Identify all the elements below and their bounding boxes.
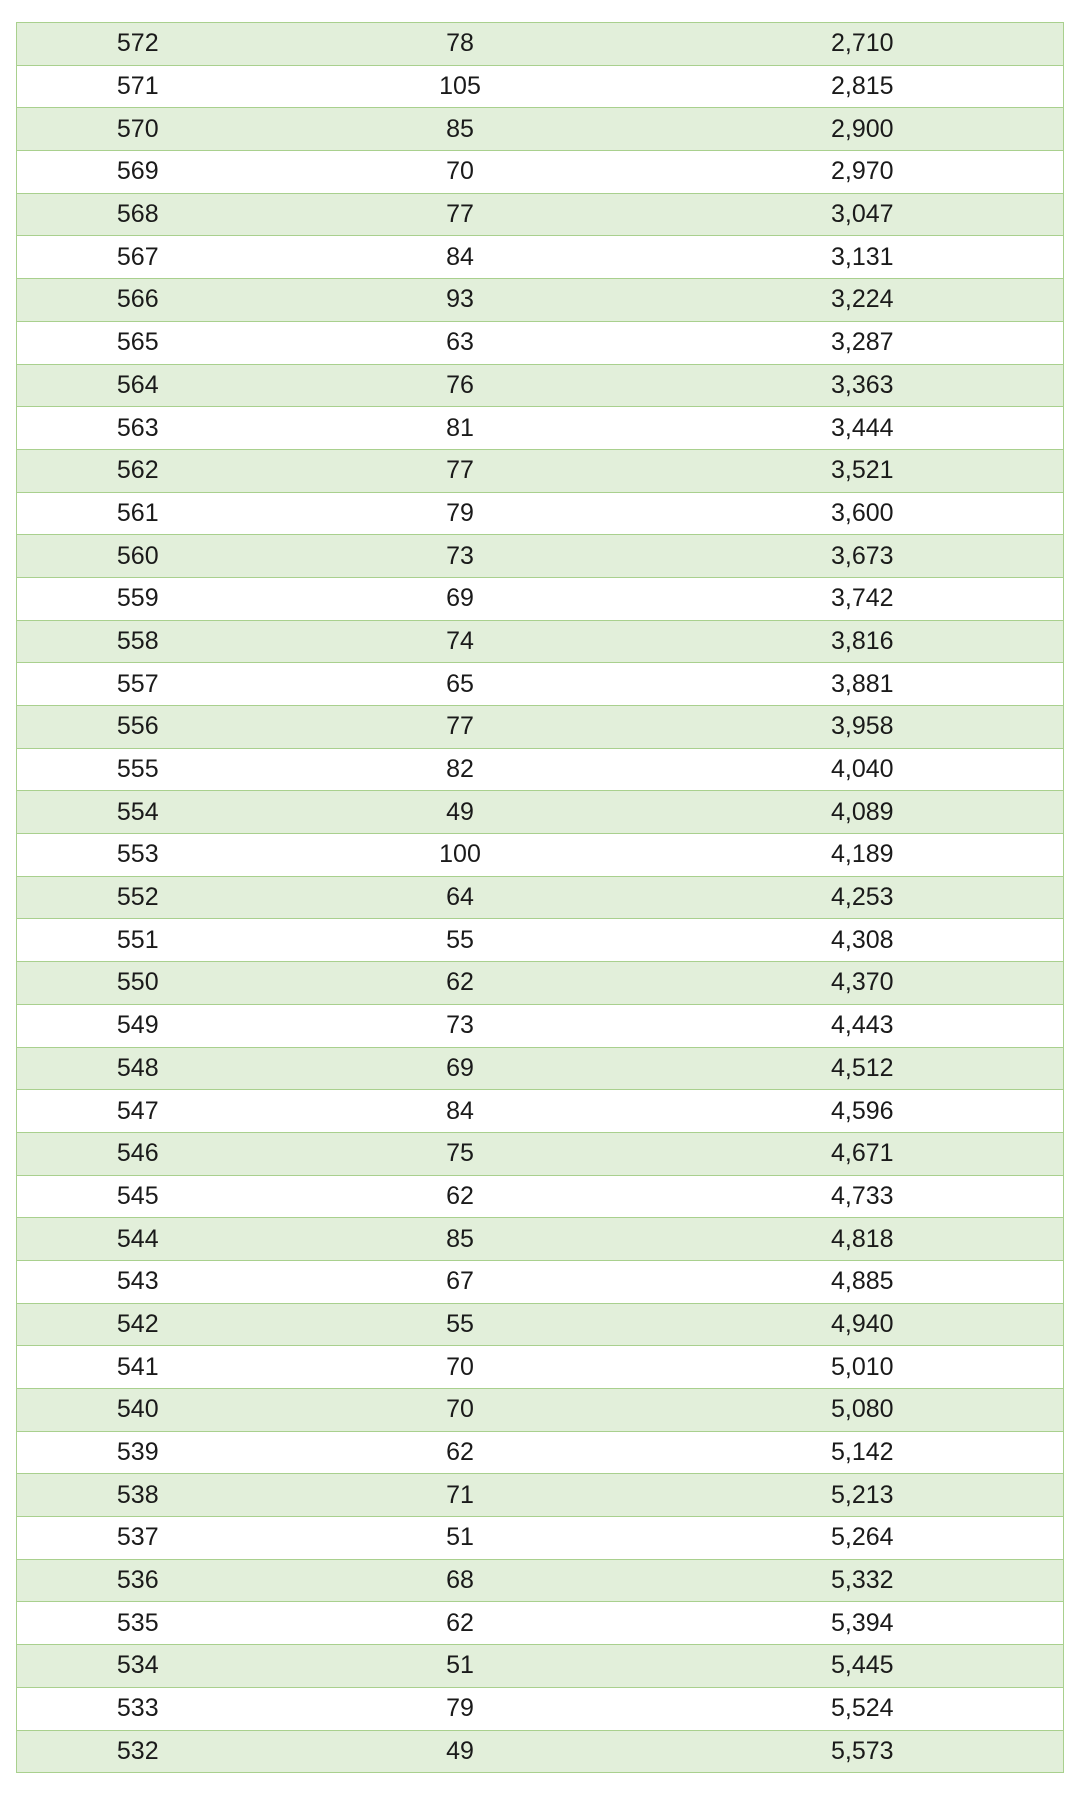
table-row (17, 364, 1064, 407)
cell-cumulative: 3,600 (662, 492, 1064, 535)
cell-value: 55 (259, 1303, 662, 1346)
cell-number: 553 (17, 834, 259, 877)
cell-cumulative: 5,573 (662, 1730, 1064, 1773)
cell-value: 70 (259, 1389, 662, 1432)
table-row (17, 1389, 1064, 1432)
cell-number: 572 (17, 23, 259, 66)
table-row (17, 791, 1064, 834)
cell-number: 536 (17, 1559, 259, 1602)
table-row (17, 1047, 1064, 1090)
table-row (17, 1730, 1064, 1773)
table-row (17, 23, 1064, 66)
cell-value: 82 (259, 748, 662, 791)
cell-value: 81 (259, 407, 662, 450)
table-row (17, 962, 1064, 1005)
cell-value: 64 (259, 876, 662, 919)
cell-number: 547 (17, 1090, 259, 1133)
cell-cumulative: 4,040 (662, 748, 1064, 791)
cell-value: 75 (259, 1132, 662, 1175)
cell-number: 546 (17, 1132, 259, 1175)
table-row (17, 1346, 1064, 1389)
table-row (17, 876, 1064, 919)
cell-cumulative: 3,287 (662, 321, 1064, 364)
cell-cumulative: 5,010 (662, 1346, 1064, 1389)
cell-cumulative: 4,089 (662, 791, 1064, 834)
cell-value: 79 (259, 1687, 662, 1730)
cell-cumulative: 3,673 (662, 535, 1064, 578)
cell-cumulative: 3,047 (662, 193, 1064, 236)
table-row (17, 1175, 1064, 1218)
cell-number: 533 (17, 1687, 259, 1730)
cell-number: 550 (17, 962, 259, 1005)
cell-cumulative: 2,710 (662, 23, 1064, 66)
cell-value: 62 (259, 1175, 662, 1218)
cell-number: 554 (17, 791, 259, 834)
cell-number: 538 (17, 1474, 259, 1517)
cell-value: 77 (259, 449, 662, 492)
cell-number: 552 (17, 876, 259, 919)
table-row (17, 620, 1064, 663)
cell-cumulative: 4,308 (662, 919, 1064, 962)
table-row (17, 1602, 1064, 1645)
cell-number: 537 (17, 1517, 259, 1560)
cell-value: 69 (259, 577, 662, 620)
cell-cumulative: 5,264 (662, 1517, 1064, 1560)
table-row (17, 193, 1064, 236)
table-row (17, 1260, 1064, 1303)
cell-value: 62 (259, 1602, 662, 1645)
cell-value: 62 (259, 962, 662, 1005)
cell-value: 84 (259, 1090, 662, 1133)
cell-cumulative: 4,733 (662, 1175, 1064, 1218)
cell-cumulative: 4,940 (662, 1303, 1064, 1346)
cell-number: 563 (17, 407, 259, 450)
cell-value: 100 (259, 834, 662, 877)
cell-number: 565 (17, 321, 259, 364)
cell-number: 556 (17, 706, 259, 749)
cell-cumulative: 3,958 (662, 706, 1064, 749)
cell-number: 569 (17, 151, 259, 194)
cell-cumulative: 2,900 (662, 108, 1064, 151)
cell-cumulative: 5,213 (662, 1474, 1064, 1517)
table-body (17, 23, 1064, 1773)
cell-value: 49 (259, 1730, 662, 1773)
table-row (17, 1090, 1064, 1133)
cell-cumulative: 2,970 (662, 151, 1064, 194)
cell-cumulative: 4,189 (662, 834, 1064, 877)
cell-number: 570 (17, 108, 259, 151)
table-row (17, 1559, 1064, 1602)
cell-value: 69 (259, 1047, 662, 1090)
cell-number: 568 (17, 193, 259, 236)
cell-value: 70 (259, 151, 662, 194)
table-row (17, 407, 1064, 450)
cell-number: 541 (17, 1346, 259, 1389)
cell-number: 545 (17, 1175, 259, 1218)
cell-value: 73 (259, 1004, 662, 1047)
cell-cumulative: 3,224 (662, 279, 1064, 322)
cell-value: 74 (259, 620, 662, 663)
table-row (17, 1517, 1064, 1560)
cell-value: 77 (259, 706, 662, 749)
cell-cumulative: 5,332 (662, 1559, 1064, 1602)
table-row (17, 706, 1064, 749)
cell-value: 67 (259, 1260, 662, 1303)
cell-cumulative: 3,363 (662, 364, 1064, 407)
cell-cumulative: 2,815 (662, 65, 1064, 108)
table-row (17, 321, 1064, 364)
cell-number: 551 (17, 919, 259, 962)
cell-value: 73 (259, 535, 662, 578)
table-row (17, 1303, 1064, 1346)
cell-cumulative: 4,370 (662, 962, 1064, 1005)
cell-cumulative: 4,512 (662, 1047, 1064, 1090)
table-row (17, 834, 1064, 877)
cell-number: 561 (17, 492, 259, 535)
cell-value: 71 (259, 1474, 662, 1517)
table-row (17, 279, 1064, 322)
cell-cumulative: 5,445 (662, 1645, 1064, 1688)
table-row (17, 1474, 1064, 1517)
cell-number: 532 (17, 1730, 259, 1773)
cell-value: 77 (259, 193, 662, 236)
table-row (17, 1645, 1064, 1688)
table-row (17, 492, 1064, 535)
cell-cumulative: 4,253 (662, 876, 1064, 919)
cell-cumulative: 4,885 (662, 1260, 1064, 1303)
cell-number: 558 (17, 620, 259, 663)
cell-value: 62 (259, 1431, 662, 1474)
cell-value: 68 (259, 1559, 662, 1602)
cell-number: 567 (17, 236, 259, 279)
table-row (17, 1431, 1064, 1474)
table-row (17, 919, 1064, 962)
cell-cumulative: 4,596 (662, 1090, 1064, 1133)
table-row (17, 1132, 1064, 1175)
cell-number: 539 (17, 1431, 259, 1474)
cell-number: 544 (17, 1218, 259, 1261)
cell-value: 76 (259, 364, 662, 407)
cell-cumulative: 4,818 (662, 1218, 1064, 1261)
cell-cumulative: 5,080 (662, 1389, 1064, 1432)
cell-cumulative: 5,142 (662, 1431, 1064, 1474)
data-table (16, 22, 1064, 1773)
data-table-container (16, 22, 1063, 1773)
cell-number: 562 (17, 449, 259, 492)
table-row (17, 1218, 1064, 1261)
cell-cumulative: 5,524 (662, 1687, 1064, 1730)
table-row (17, 663, 1064, 706)
cell-value: 93 (259, 279, 662, 322)
cell-value: 79 (259, 492, 662, 535)
cell-number: 564 (17, 364, 259, 407)
cell-number: 534 (17, 1645, 259, 1688)
cell-cumulative: 3,881 (662, 663, 1064, 706)
table-row (17, 449, 1064, 492)
cell-number: 560 (17, 535, 259, 578)
cell-number: 540 (17, 1389, 259, 1432)
cell-cumulative: 3,742 (662, 577, 1064, 620)
cell-number: 542 (17, 1303, 259, 1346)
cell-value: 105 (259, 65, 662, 108)
cell-cumulative: 4,443 (662, 1004, 1064, 1047)
table-row (17, 151, 1064, 194)
table-row (17, 577, 1064, 620)
cell-value: 85 (259, 1218, 662, 1261)
cell-number: 543 (17, 1260, 259, 1303)
cell-value: 63 (259, 321, 662, 364)
cell-value: 51 (259, 1645, 662, 1688)
table-row (17, 535, 1064, 578)
cell-number: 557 (17, 663, 259, 706)
cell-value: 85 (259, 108, 662, 151)
cell-number: 555 (17, 748, 259, 791)
cell-cumulative: 5,394 (662, 1602, 1064, 1645)
cell-value: 70 (259, 1346, 662, 1389)
cell-number: 571 (17, 65, 259, 108)
cell-value: 84 (259, 236, 662, 279)
cell-number: 549 (17, 1004, 259, 1047)
cell-value: 51 (259, 1517, 662, 1560)
cell-number: 559 (17, 577, 259, 620)
cell-number: 566 (17, 279, 259, 322)
table-row (17, 108, 1064, 151)
cell-number: 535 (17, 1602, 259, 1645)
table-row (17, 748, 1064, 791)
table-row (17, 65, 1064, 108)
cell-cumulative: 3,444 (662, 407, 1064, 450)
cell-value: 65 (259, 663, 662, 706)
cell-value: 78 (259, 23, 662, 66)
table-row (17, 1004, 1064, 1047)
cell-cumulative: 3,521 (662, 449, 1064, 492)
table-row (17, 1687, 1064, 1730)
cell-cumulative: 3,131 (662, 236, 1064, 279)
cell-value: 49 (259, 791, 662, 834)
cell-number: 548 (17, 1047, 259, 1090)
table-row (17, 236, 1064, 279)
cell-cumulative: 4,671 (662, 1132, 1064, 1175)
cell-cumulative: 3,816 (662, 620, 1064, 663)
cell-value: 55 (259, 919, 662, 962)
